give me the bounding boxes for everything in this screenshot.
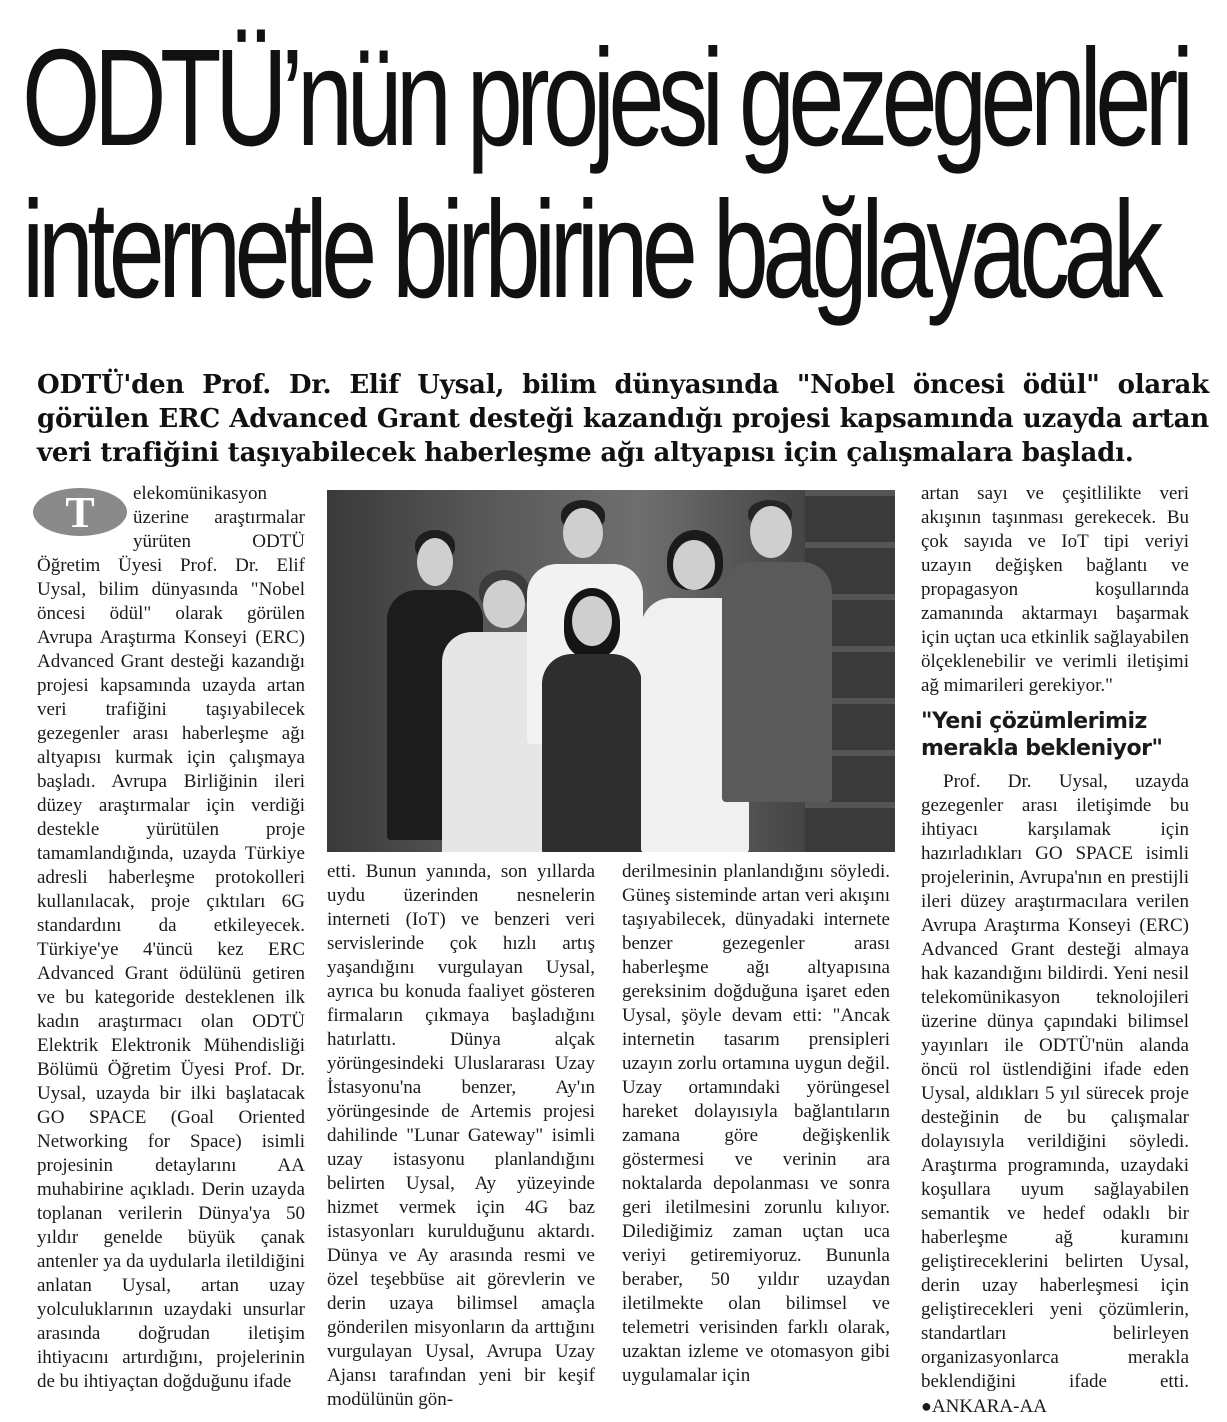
subheading: "Yeni çözümlerimiz merakla bekleniyor" [921,709,1163,761]
headline [22,21,1188,327]
dropcap: T [33,488,127,536]
column-4-text-bottom [921,770,1189,1419]
article-column-2 [327,860,595,1412]
bullet-icon: ● [921,1396,932,1416]
group-photo [327,490,895,852]
signoff: ANKARA-AA [931,1396,1047,1417]
column-1-text: elekomünikasyon üzerine araştırmalar yürüten ODTÜ Öğretim Üyesi Prof. Dr. Elif Uysal, bilim dünyasında "Nobel öncesi ödül" olarak görülen Avrupa Araştırma Konseyi (ERC) Advanced Grant desteği kazandığı projesi kapsamında uzayda artan veri trafiğini taşıyabilecek gezegenler arası haberleşme ağı altyapısı kurmak için çalışmaya başladı. Avrupa Birliğinin ileri düzey araştırmalar için verdiği destekle yürütülen proje tamamlandığında, uzayda Türkiye adresli haberleşme protokolleri kullanılacak, proje çıktıları 6G standardını da etkileyecek. Türkiye'ye 4'üncü kez ERC Advanced Grant ödülünü getiren ve bu kategoride desteklenen ilk kadın araştırmacı olan ODTÜ Elektrik Elektronik Mühendisliği Bölümü Öğretim Üyesi Prof. Dr. Uysal, uzayda bir ilki başlatacak GO SPACE (Goal Oriented Networking for Space) isimli projesinin detaylarını AA muhabirine açıkladı. Derin uzayda toplanan verilerin Dünya'ya 50 yıldır genelde büyük çanak antenler ya da uydularla iletildiğini anlatan Uysal, artan uzay yolculuklarının uzaydaki unsurlar arasında doğrudan iletişim ihtiyacını artırdığını, projelerinin de bu ihtiyaçtan doğduğunu ifade [37,483,305,1392]
article-column-4 [921,482,1189,1419]
lede: ODTÜ'den Prof. Dr. Elif Uysal, bilim dünyasında "Nobel öncesi ödül" olarak görülen ERC Advanced Grant desteği kazandığı projesi kapsamında uzayda artan veri trafiğini taşıyabilecek haberleşme ağı altyapısı için çalışmalara başladı. [37,370,1209,468]
column-4-body: Prof. Dr. Uysal, uzayda gezegenler arası iletişimde bu ihtiyacı karşılamak için hazırladıkları GO SPACE isimli projelerinin, Avrupa'nın en prestijli ileri düzey araştırmacılara verilen Avrupa Araştırma Konseyi (ERC) Advanced Grant desteği almaya hak kazandığını bildirdi. Yeni nesil telekomünikasyon teknolojileri üzerine dünya çapındaki bilimsel yayınları ile ODTÜ'nün alanda öncü rol üstlendiğini ifade eden Uysal, aldıkları 5 yıl sürecek proje desteğinin de bu çalışmalar dolayısıyla verildiğini söyledi. Araştırma programında, uzaydaki koşullara uyum sağlayabilen semantik ve hedef odaklı bir haberleşme ağ kuramını geliştireceklerini belirten Uysal, derin uzay haberleşmesi için geliştirecekleri yeni çözümlerin, standartları belirleyen organizasyonlarca merakla beklendiğini ifade etti. [921,771,1189,1392]
article-column-3 [622,860,890,1388]
article-column-1 [37,482,305,1394]
headline-line-1: ODTÜ’nün projesi gezegenleri [22,21,1188,175]
column-3-text: derilmesinin planlandığını söyledi. Güneş sisteminde artan veri akışını taşıyabilecek, dünyadaki internete benzer gezegenler arası haberleşme ağı altyapısına gereksinim doğduğuna işaret eden Uysal, şöyle devam etti: "Ancak internetin tasarım prensipleri uzayın zorlu ortamına uygun değil. Uzay ortamındaki yörüngesel hareket dolayısıyla bağlantıların zamana göre değişkenlik göstermesi ve verinin ara noktalarda depolanması ve sonra geri iletilmesini zorunlu kılıyor. Dilediğimiz zaman uçtan uca veriyi getiremiyoruz. Bununla beraber, 50 yıldır uzaydan iletilmekte olan bilimsel ve telemetri verisinden farklı olarak, uzaktan izleme ve otomasyon gibi uygulamalar için [622,861,890,1386]
column-2-text: etti. Bunun yanında, son yıllarda uydu üzerinden nesnelerin interneti (IoT) ve benzeri veri servislerinde çok hızlı artış yaşandığını vurgulayan Uysal, ayrıca bu konuda faaliyet gösteren firmaların çıkmaya başladığını hatırlattı. Dünya alçak yörüngesindeki Uluslararası Uzay İstasyonu'na benzer, Ay'ın yörüngesinde de Artemis projesi dahilinde "Lunar Gateway" isimli uzay istasyonu planlandığını belirten Uysal, Ay yüzeyinde hizmet vermek için 4G baz istasyonları kurulduğunu aktardı. Dünya ve Ay arasında resmi ve özel teşebbüse ait görevlerin ve derin uzaya bilimsel amaçla gönderilen misyonların da arttığını vurgulayan Uysal, Avrupa Uzay Ajansı tarafından yeni bir keşif modülünün gön- [327,861,595,1410]
headline-line-2: internetle birbirine bağlayacak [22,173,1157,327]
column-4-text-top: artan sayı ve çeşitlilikte veri akışının taşınması gerekecek. Bu çok sayıda ve IoT tipi veriyi uzayın değişken bağlantı ve propagasyon koşullarında zamanında aktarmayı başarmak için uçtan uca etkinlik sağlayabilen ölçeklenebilir ve verimli iletişimi ağ mimarileri gerekiyor." [921,483,1190,696]
